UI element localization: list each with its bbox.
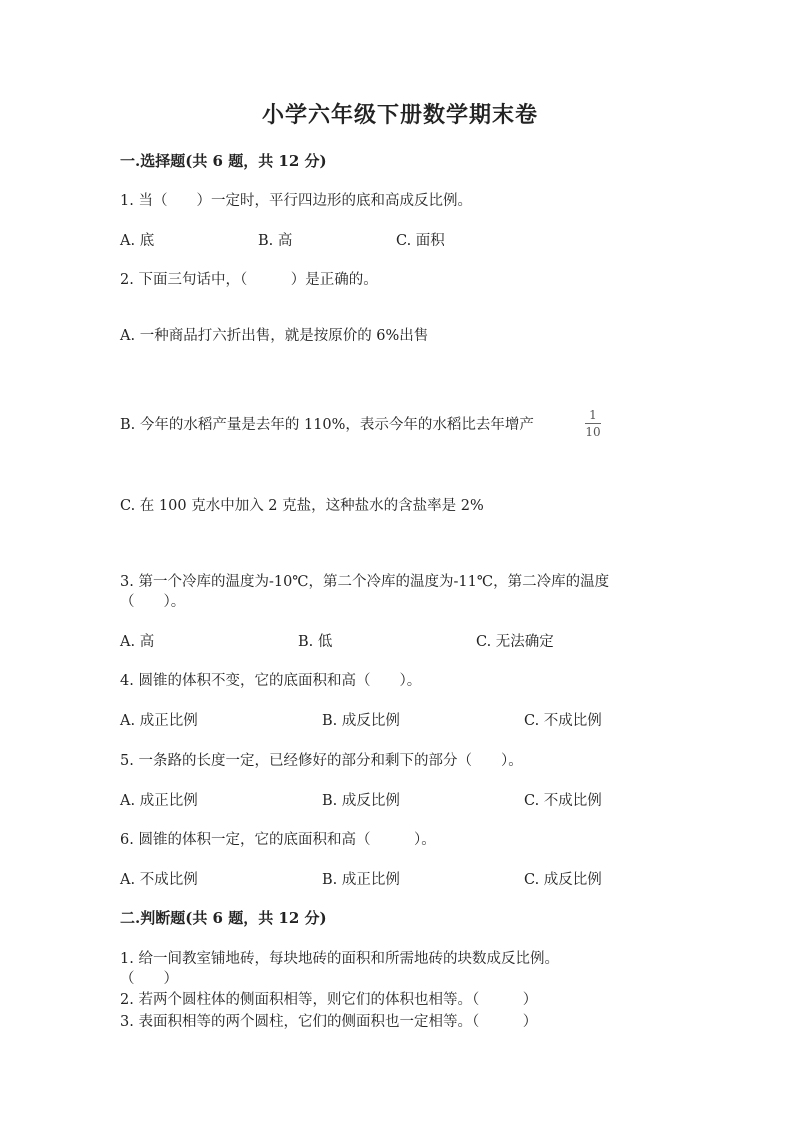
question-3-line1: 3. 第一个冷库的温度为-10℃，第二个冷库的温度为-11℃，第二冷库的温度: [120, 574, 610, 590]
q3-option-c: C. 无法确定: [476, 634, 554, 650]
judgment-1-line2: （ ）: [120, 971, 178, 987]
q2-option-b: B. 今年的水稻产量是去年的 110%，表示今年的水稻比去年增产: [120, 417, 534, 433]
q6-option-a: A. 不成比例: [120, 872, 198, 888]
q2-option-c: C. 在 100 克水中加入 2 克盐，这种盐水的含盐率是 2%: [120, 498, 484, 514]
fraction-bar: [585, 423, 601, 424]
q4-option-c: C. 不成比例: [524, 713, 602, 729]
section-header-judgment: 二.判断题(共 6 题，共 12 分): [120, 909, 327, 927]
q2-option-a: A. 一种商品打六折出售，就是按原价的 6%出售: [120, 328, 429, 344]
q3-option-a: A. 高: [120, 634, 155, 650]
q1-option-b: B. 高: [258, 233, 293, 249]
section-header-choice: 一.选择题(共 6 题，共 12 分): [120, 152, 327, 170]
q3-option-b: B. 低: [298, 634, 333, 650]
fraction-one-tenth: [585, 409, 601, 438]
q6-option-c: C. 成反比例: [524, 872, 602, 888]
judgment-3: 3. 表面积相等的两个圆柱，它们的侧面积也一定相等。（ ）: [120, 1014, 538, 1030]
fraction-numerator: 1: [589, 408, 597, 422]
question-3-line2: （ ）。: [120, 594, 186, 610]
q1-option-c: C. 面积: [396, 233, 445, 249]
q5-option-c: C. 不成比例: [524, 793, 602, 809]
q4-option-a: A. 成正比例: [120, 713, 198, 729]
question-2: 2. 下面三句话中，（ ）是正确的。: [120, 272, 378, 288]
question-4: 4. 圆锥的体积不变，它的底面积和高（ ）。: [120, 673, 422, 689]
q5-option-b: B. 成反比例: [322, 793, 400, 809]
fraction-denominator: 10: [585, 425, 601, 439]
page-title: 小学六年级下册数学期末卷: [261, 102, 538, 128]
question-6: 6. 圆锥的体积一定，它的底面积和高（ ）。: [120, 832, 436, 848]
question-5: 5. 一条路的长度一定，已经修好的部分和剩下的部分（ ）。: [120, 753, 523, 769]
q5-option-a: A. 成正比例: [120, 793, 198, 809]
q4-option-b: B. 成反比例: [322, 713, 400, 729]
q1-option-a: A. 底: [120, 233, 155, 249]
question-1: 1. 当（ ）一定时，平行四边形的底和高成反比例。: [120, 193, 472, 209]
judgment-2: 2. 若两个圆柱体的侧面积相等，则它们的体积也相等。（ ）: [120, 992, 538, 1008]
judgment-1-line1: 1. 给一间教室铺地砖，每块地砖的面积和所需地砖的块数成反比例。: [120, 951, 559, 967]
q6-option-b: B. 成正比例: [322, 872, 400, 888]
